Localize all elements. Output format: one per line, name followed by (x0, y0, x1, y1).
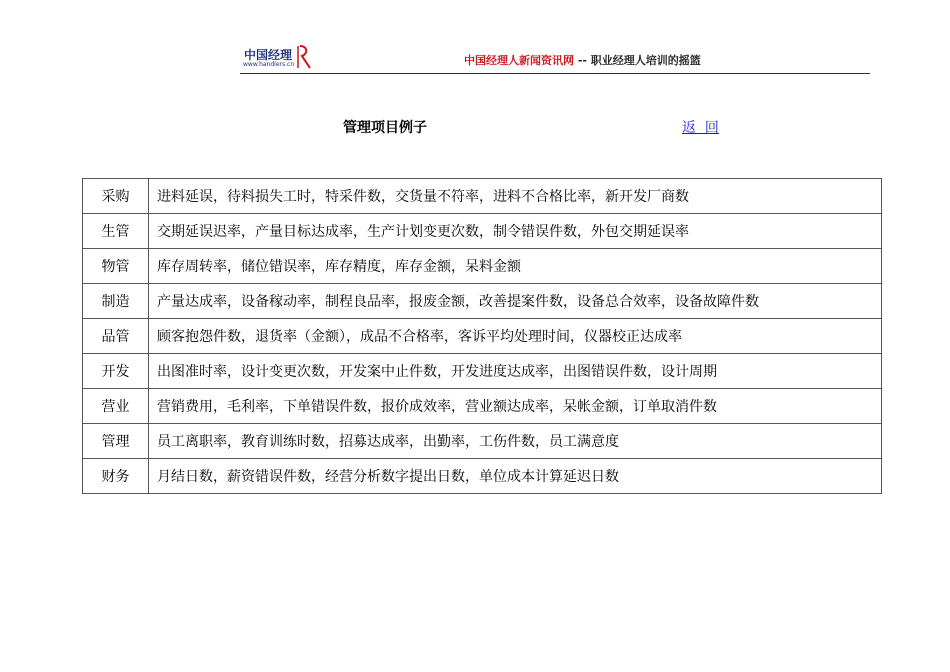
page-title: 管理项目例子 (343, 120, 427, 136)
logo-text: 中国经理 (244, 48, 293, 62)
table-row (83, 319, 882, 354)
table-row (83, 459, 882, 494)
metrics-cell: 员工离职率，教育训练时数，招募达成率，出勤率，工伤件数，员工满意度 (149, 424, 882, 459)
metrics-cell: 进料延误，待料损失工时，特采件数，交货量不符率，进料不合格比率，新开发厂商数 (149, 179, 882, 214)
kpi-table (82, 178, 882, 494)
department-cell: 开发 (83, 354, 149, 389)
metrics-cell: 月结日数，薪资错误件数，经营分析数字提出日数，单位成本计算延迟日数 (149, 459, 882, 494)
table-row (83, 179, 882, 214)
department-cell: 采购 (83, 179, 149, 214)
metrics-cell: 营销费用，毛利率，下单错误件数，报价成效率，营业额达成率，呆帐金额，订单取消件数 (149, 389, 882, 424)
page-header (240, 44, 870, 74)
table-row (83, 249, 882, 284)
table-row (83, 354, 882, 389)
table-row (83, 424, 882, 459)
metrics-cell: 顾客抱怨件数，退货率（金额），成品不合格率，客诉平均处理时间，仪器校正达成率 (149, 319, 882, 354)
department-cell: 制造 (83, 284, 149, 319)
metrics-cell: 产量达成率，设备稼动率，制程良品率，报废金额，改善提案件数，设备总合效率，设备故障件数 (149, 284, 882, 319)
header-slogan (464, 52, 701, 68)
slogan-tagline: 职业经理人培训的摇篮 (590, 54, 701, 67)
metrics-cell: 交期延误迟率，产量目标达成率，生产计划变更次数，制令错误件数，外包交期延误率 (149, 214, 882, 249)
table-row (83, 389, 882, 424)
department-cell: 品管 (83, 319, 149, 354)
metrics-cell: 出图准时率，设计变更次数，开发案中止件数，开发进度达成率，出图错误件数，设计周期 (149, 354, 882, 389)
table-row (83, 284, 882, 319)
table-row (83, 214, 882, 249)
metrics-cell: 库存周转率，储位错误率，库存精度，库存金额，呆料金额 (149, 249, 882, 284)
header-divider (240, 73, 870, 74)
back-link[interactable]: 返 回 (682, 120, 719, 136)
site-logo[interactable] (240, 44, 320, 72)
logo-url: www.handlers.cn (243, 61, 295, 68)
logo-mark-icon (294, 44, 314, 70)
slogan-separator: -- (574, 54, 591, 67)
department-cell: 财务 (83, 459, 149, 494)
department-cell: 管理 (83, 424, 149, 459)
department-cell: 营业 (83, 389, 149, 424)
department-cell: 生管 (83, 214, 149, 249)
slogan-site-name: 中国经理人新闻资讯网 (464, 54, 574, 67)
department-cell: 物管 (83, 249, 149, 284)
